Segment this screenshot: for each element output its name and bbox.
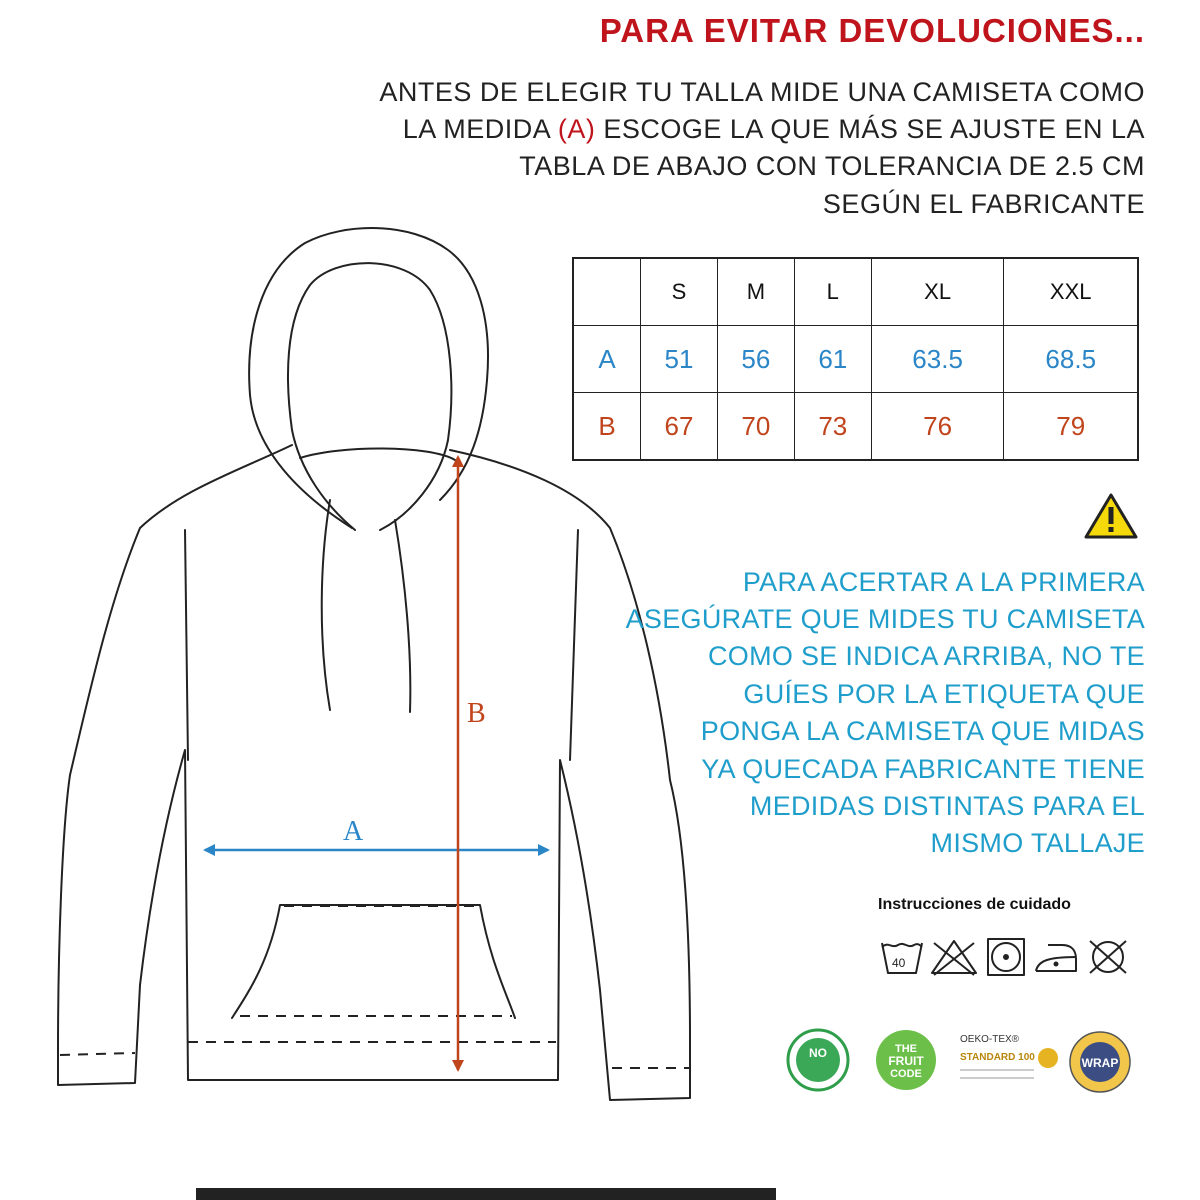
warning-line: PARA ACERTAR A LA PRIMERA <box>742 567 1145 597</box>
no-plastic-badge <box>788 1030 848 1090</box>
intro-line-4: SEGÚN EL FABRICANTE <box>822 189 1145 219</box>
no-dry-clean-icon <box>1090 941 1126 973</box>
intro-line-3: TABLA DE ABAJO CON TOLERANCIA DE 2.5 CM <box>519 151 1145 181</box>
care-icons <box>878 935 1138 979</box>
left-sleeve-seam <box>185 530 188 760</box>
row-label-b: B <box>573 393 641 461</box>
no-bleach-icon <box>932 941 976 975</box>
fruit-code-badge <box>876 1030 936 1090</box>
svg-text:OEKO-TEX®: OEKO-TEX® <box>960 1034 1020 1045</box>
warning-line: COMO SE INDICA ARRIBA, NO TE <box>708 641 1145 671</box>
table-cell: 67 <box>641 393 718 461</box>
table-cell: 76 <box>871 393 1004 461</box>
drawstring-right <box>395 520 410 712</box>
size-column-header: XL <box>871 258 1004 326</box>
certification-logos <box>780 1026 1140 1106</box>
warning-line: GUÍES POR LA ETIQUETA QUE <box>743 679 1145 709</box>
intro-line-2-post: ESCOGE LA QUE MÁS SE AJUSTE EN LA <box>595 114 1145 144</box>
warning-icon <box>1084 492 1138 540</box>
row-label-a: A <box>573 326 641 393</box>
measure-a-label: A <box>343 816 364 847</box>
hood-outline <box>249 228 488 528</box>
warning-line: YA QUECADA FABRICANTE TIENE <box>701 754 1145 784</box>
iron-icon <box>1036 945 1076 971</box>
measure-b-label: B <box>467 698 486 729</box>
svg-text:THE: THE <box>895 1043 917 1055</box>
table-cell: 61 <box>794 326 871 393</box>
size-column-header: XXL <box>1004 258 1138 326</box>
left-cuff-stitch <box>60 1053 135 1055</box>
svg-text:FRUIT: FRUIT <box>888 1054 924 1068</box>
wrap-badge <box>1070 1032 1130 1092</box>
right-sleeve-seam <box>570 530 578 760</box>
intro-line-1: ANTES DE ELEGIR TU TALLA MIDE UNA CAMISETA COMO <box>379 77 1145 107</box>
table-cell: 70 <box>717 393 794 461</box>
page-title: PARA EVITAR DEVOLUCIONES... <box>599 12 1145 49</box>
svg-text:40: 40 <box>892 956 906 970</box>
pocket <box>232 905 515 1018</box>
measure-a-reference: (A) <box>557 114 596 144</box>
oeko-tex-badge <box>960 1034 1058 1078</box>
body-outline <box>58 445 690 1100</box>
svg-text:CODE: CODE <box>890 1068 922 1080</box>
svg-text:STANDARD 100: STANDARD 100 <box>960 1052 1035 1063</box>
size-column-header: S <box>641 258 718 326</box>
table-cell: 56 <box>717 326 794 393</box>
warning-line: ASEGÚRATE QUE MIDES TU CAMISETA <box>625 604 1145 634</box>
photo-strip <box>196 1188 776 1200</box>
hood-opening <box>288 263 451 530</box>
wash-40-icon <box>882 943 922 973</box>
tumble-dry-icon <box>988 939 1024 975</box>
intro-line-2-pre: LA MEDIDA <box>402 114 558 144</box>
svg-text:NO: NO <box>809 1046 827 1060</box>
table-cell: 73 <box>794 393 871 461</box>
table-cell: 68.5 <box>1004 326 1138 393</box>
size-column-header: L <box>794 258 871 326</box>
care-title: Instrucciones de cuidado <box>878 896 1071 913</box>
table-cell: 63.5 <box>871 326 1004 393</box>
size-column-header: M <box>717 258 794 326</box>
svg-text:WRAP: WRAP <box>1081 1056 1119 1070</box>
warning-line: PONGA LA CAMISETA QUE MIDAS <box>700 716 1145 746</box>
drawstring-left <box>322 500 330 710</box>
warning-line: MISMO TALLAJE <box>930 828 1145 858</box>
collar <box>300 448 455 460</box>
table-cell: 51 <box>641 326 718 393</box>
table-cell: 79 <box>1004 393 1138 461</box>
warning-line: MEDIDAS DISTINTAS PARA EL <box>749 791 1145 821</box>
